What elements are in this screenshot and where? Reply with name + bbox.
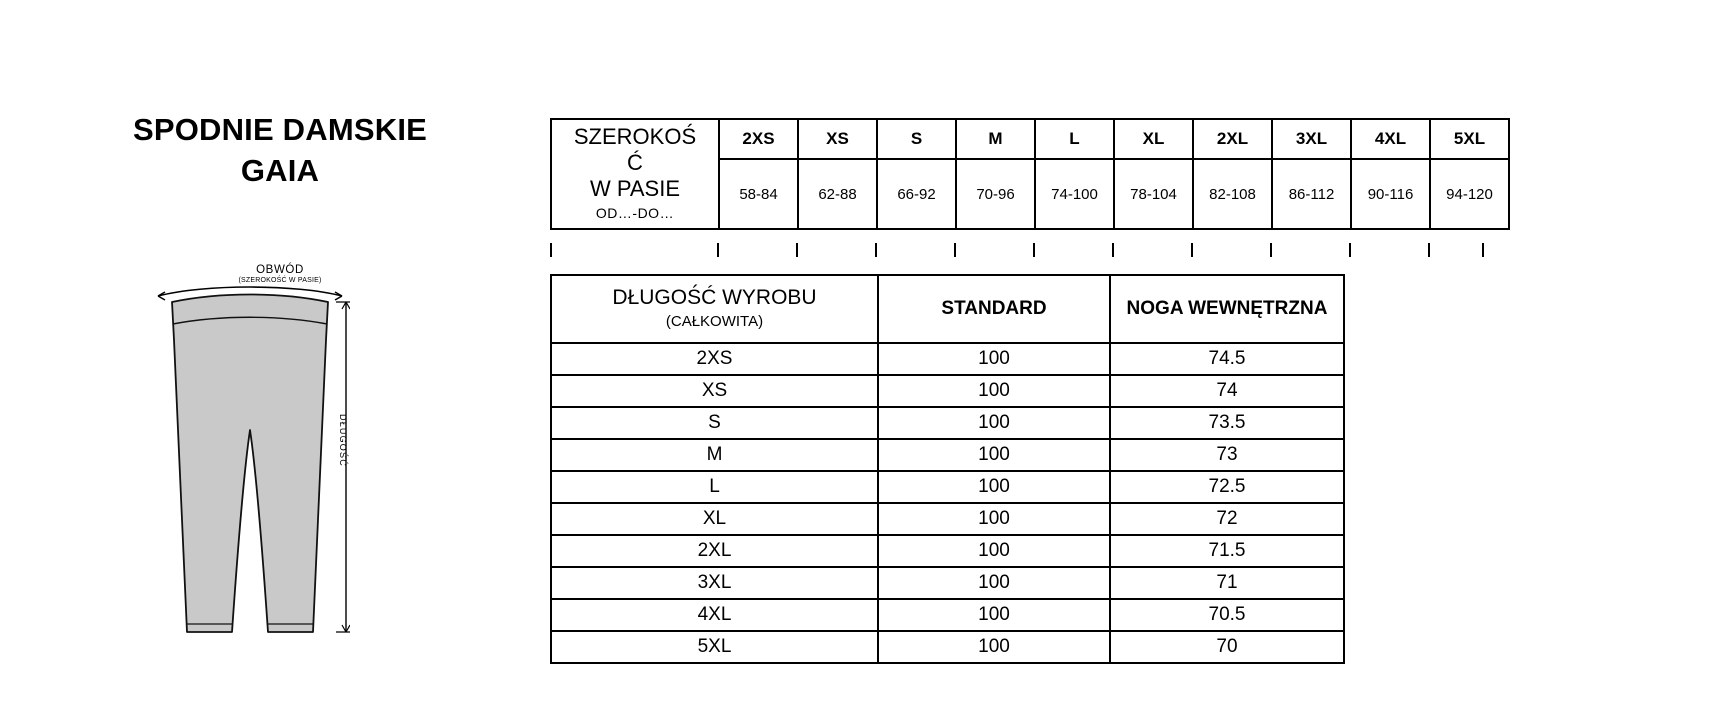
length-row-size-m: M <box>551 439 878 471</box>
length-row-inner-l: 72.5 <box>1110 471 1344 503</box>
length-row-size-xs: XS <box>551 375 878 407</box>
length-row-size-2xl: 2XL <box>551 535 878 567</box>
table-header-row <box>551 275 1344 343</box>
length-row-standard-l: 100 <box>878 471 1110 503</box>
connector-tick <box>796 243 798 257</box>
waist-width-row-label <box>551 119 719 229</box>
waist-width-row-label-sub: OD…-DO… <box>595 205 675 222</box>
length-row-inner-5xl: 70 <box>1110 631 1344 663</box>
waist-value-3xl: 86-112 <box>1272 159 1351 229</box>
length-row-size-5xl: 5XL <box>551 631 878 663</box>
length-table-header-inner-leg: NOGA WEWNĘTRZNA <box>1110 275 1344 343</box>
length-row-standard-2xs: 100 <box>878 343 1110 375</box>
length-row-standard-2xl: 100 <box>878 535 1110 567</box>
table-row <box>551 439 1344 471</box>
length-row-inner-2xs: 74.5 <box>1110 343 1344 375</box>
waist-width-row-label-line1: SZEROKOŚ <box>573 124 697 150</box>
connector-tick <box>1349 243 1351 257</box>
size-header-5xl: 5XL <box>1430 119 1509 159</box>
waist-value-xl: 78-104 <box>1114 159 1193 229</box>
length-table-header-main-sub: (CAŁKOWITA) <box>665 313 764 331</box>
length-row-size-2xs: 2XS <box>551 343 878 375</box>
table-row <box>551 599 1344 631</box>
size-header-2xl: 2XL <box>1193 119 1272 159</box>
size-header-xl: XL <box>1114 119 1193 159</box>
connector-tick <box>875 243 877 257</box>
waist-value-l: 74-100 <box>1035 159 1114 229</box>
garment-figure <box>60 264 500 664</box>
size-header-xs: XS <box>798 119 877 159</box>
connector-tick <box>1033 243 1035 257</box>
waist-value-2xs: 58-84 <box>719 159 798 229</box>
length-row-standard-s: 100 <box>878 407 1110 439</box>
length-row-size-3xl: 3XL <box>551 567 878 599</box>
connector-tick <box>1191 243 1193 257</box>
connector-tick <box>954 243 956 257</box>
size-header-l: L <box>1035 119 1114 159</box>
waist-measure-label-main: OBWÓD <box>256 263 304 276</box>
connector-tick <box>1482 243 1484 257</box>
size-header-2xs: 2XS <box>719 119 798 159</box>
connector-tick <box>1428 243 1430 257</box>
size-header-4xl: 4XL <box>1351 119 1430 159</box>
size-header-s: S <box>877 119 956 159</box>
table-row <box>551 375 1344 407</box>
length-row-inner-s: 73.5 <box>1110 407 1344 439</box>
waist-width-row-label-line2: Ć <box>627 150 643 176</box>
table-row <box>551 407 1344 439</box>
length-table-header-main-text: DŁUGOŚĆ WYROBU <box>612 286 817 309</box>
product-title-line1: SPODNIE DAMSKIE <box>132 112 428 147</box>
length-row-standard-m: 100 <box>878 439 1110 471</box>
table-row <box>551 503 1344 535</box>
size-header-m: M <box>956 119 1035 159</box>
waist-value-2xl: 82-108 <box>1193 159 1272 229</box>
length-row-standard-4xl: 100 <box>878 599 1110 631</box>
page-title <box>60 110 500 192</box>
connector-tick <box>717 243 719 257</box>
length-table-header-main <box>551 275 878 343</box>
table-row <box>551 343 1344 375</box>
table-row <box>551 471 1344 503</box>
waist-value-xs: 62-88 <box>798 159 877 229</box>
table-connector-ticks <box>550 243 1484 275</box>
length-row-size-xl: XL <box>551 503 878 535</box>
length-row-inner-3xl: 71 <box>1110 567 1344 599</box>
length-row-inner-xs: 74 <box>1110 375 1344 407</box>
connector-tick <box>1270 243 1272 257</box>
length-row-inner-4xl: 70.5 <box>1110 599 1344 631</box>
length-row-standard-3xl: 100 <box>878 567 1110 599</box>
length-row-inner-xl: 72 <box>1110 503 1344 535</box>
table-row <box>551 535 1344 567</box>
waist-width-table <box>550 118 1510 230</box>
waist-value-m: 70-96 <box>956 159 1035 229</box>
garment-length-table <box>550 274 1345 664</box>
length-row-standard-xs: 100 <box>878 375 1110 407</box>
length-row-standard-5xl: 100 <box>878 631 1110 663</box>
length-row-size-4xl: 4XL <box>551 599 878 631</box>
product-title-line2: GAIA <box>240 152 320 188</box>
length-row-size-s: S <box>551 407 878 439</box>
length-row-size-l: L <box>551 471 878 503</box>
length-measure-label: DŁUGOŚĆ <box>338 413 348 467</box>
table-row <box>551 567 1344 599</box>
waist-measure-label-sub: (SZEROKOŚĆ W PASIE) <box>238 276 322 284</box>
table-row <box>551 631 1344 663</box>
womens-pants-technical-drawing-icon <box>150 280 350 650</box>
connector-tick <box>1112 243 1114 257</box>
waist-value-s: 66-92 <box>877 159 956 229</box>
waist-width-row-label-line3: W PASIE <box>589 176 681 202</box>
waist-value-4xl: 90-116 <box>1351 159 1430 229</box>
connector-tick <box>550 243 552 257</box>
length-table-header-standard: STANDARD <box>878 275 1110 343</box>
length-row-inner-m: 73 <box>1110 439 1344 471</box>
table-row <box>551 119 1509 159</box>
product-illustration-panel <box>60 110 500 670</box>
length-row-standard-xl: 100 <box>878 503 1110 535</box>
waist-value-5xl: 94-120 <box>1430 159 1509 229</box>
length-row-inner-2xl: 71.5 <box>1110 535 1344 567</box>
size-header-3xl: 3XL <box>1272 119 1351 159</box>
